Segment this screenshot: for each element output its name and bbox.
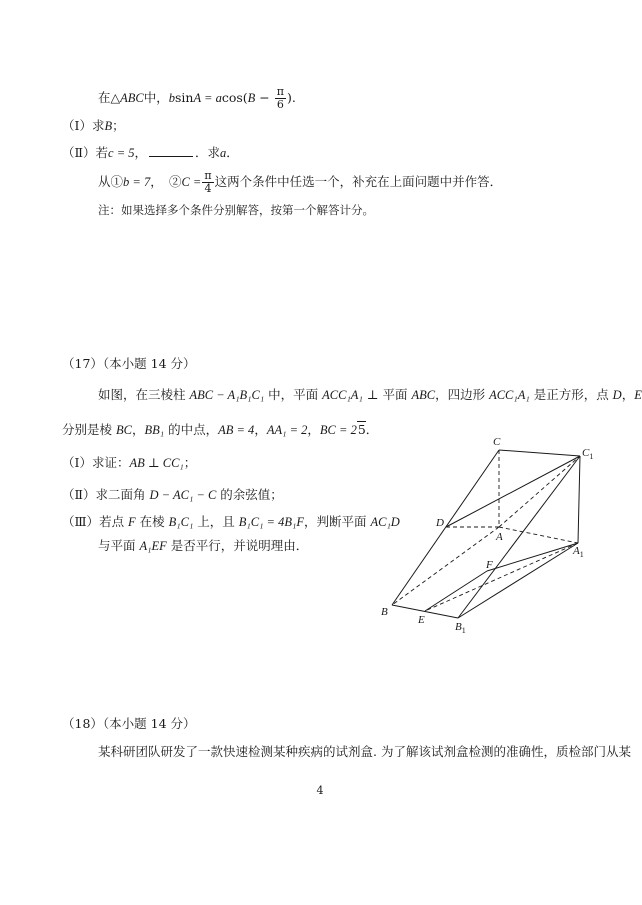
label-b1: $B_1$ — [455, 621, 466, 635]
page-number: 4 — [316, 784, 324, 797]
edge-d-c1 — [446, 456, 580, 527]
p18-line1: 某科研团队研发了一款快速检测某种疾病的试剂盒. 为了解该试剂盒检测的准确性，质检部门从某 — [98, 744, 631, 759]
p17-part2: （Ⅱ）求二面角 D − AC₁ − C 的余弦值； — [62, 487, 283, 502]
answer-blank[interactable] — [149, 144, 193, 157]
hidden-edge-a-b — [392, 527, 499, 605]
label-d: D — [436, 517, 444, 529]
edge-b-b1 — [392, 605, 458, 618]
p17-header: （17）（本小题 14 分） — [62, 356, 196, 371]
edge-c1-a1 — [578, 456, 580, 543]
hidden-edge-a1-e — [425, 543, 578, 611]
p16-choose: 从①b = 7， ②C = $\frac{\pi}{4}$ 这两个条件中任选一个，补充在上面问题中并作答． — [98, 169, 503, 195]
edge-c-c1 — [499, 450, 580, 456]
label-e: E — [418, 614, 425, 626]
label-c: C — [493, 436, 501, 448]
label-a: A — [496, 531, 503, 543]
p18-header: （18）（本小题 14 分） — [62, 716, 196, 731]
label-a1: $A_1$ — [573, 545, 584, 559]
edge-c1-b1 — [458, 456, 580, 618]
label-f: F — [486, 559, 493, 571]
edge-c-b — [392, 450, 499, 605]
edge-e-f — [425, 571, 487, 611]
hidden-edge-a-a1 — [499, 527, 578, 543]
p17-part3: （Ⅲ）若点 F 在棱 B₁C₁ 上，且 B₁C₁ = 4B₁F，判断平面 AC₁D — [62, 514, 400, 529]
p16-note: 注：如果选择多个条件分别解答，按第一个解答计分。 — [98, 203, 374, 217]
p16-part2: （Ⅱ）若c = 5， ．求a． — [62, 145, 239, 160]
label-b: B — [381, 606, 388, 618]
edge-f-a1 — [487, 543, 578, 571]
prism-figure — [360, 430, 600, 640]
sqrt-five: 5 — [357, 422, 366, 437]
pi-over-4-fraction: $\frac{\pi}{4}$ — [204, 169, 212, 195]
p16-stem: 在△ABC中，bsinA = acos(B − $\frac{\pi}{6}$ ). — [98, 85, 296, 111]
p17-line1: 如图，在三棱柱 ABC − A₁B₁C₁ 中，平面 ACC₁A₁ ⊥ 平面 ABC，四边形 ACC₁A₁ 是正方形，点 D，E — [98, 387, 642, 402]
edge-b1-a1 — [458, 543, 578, 618]
label-c1: $C_1$ — [582, 447, 594, 461]
p17-line2: 分别是棱 BC，BB₁ 的中点，AB = 4，AA₁ = 2，BC = 25． — [62, 422, 379, 437]
p16-part1: （Ⅰ）求B； — [62, 118, 125, 133]
p17-part3-cont: 与平面 A₁EF 是否平行，并说明理由． — [98, 538, 309, 553]
p17-part1: （Ⅰ）求证：AB ⊥ CC₁； — [62, 455, 197, 470]
hidden-edge-a-c1 — [499, 456, 580, 527]
pi-over-6-fraction: $\frac{\pi}{6}$ — [276, 85, 284, 111]
